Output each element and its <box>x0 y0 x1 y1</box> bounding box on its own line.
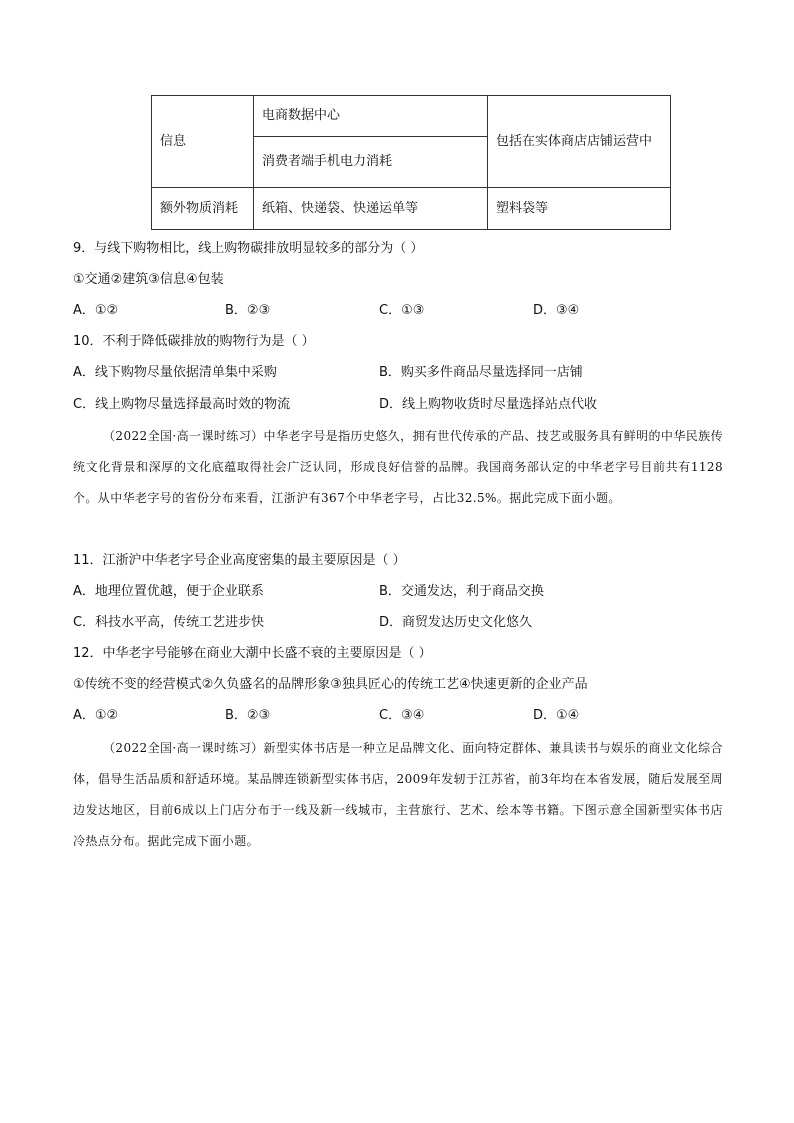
option-b[interactable]: B．购买多件商品尽量选择同一店铺 <box>379 365 583 380</box>
option-d[interactable]: D．线上购物收货时尽量选择站点代收 <box>379 397 598 412</box>
carbon-emission-table <box>151 95 671 230</box>
question-12-statements: ①传统不变的经营模式②久负盛名的品牌形象③独具匠心的传统工艺④快速更新的企业产品 <box>73 677 588 692</box>
question-11-stem: 11．江浙沪中华老字号企业高度密集的最主要原因是（ ） <box>73 553 406 568</box>
question-9-statements: ①交通②建筑③信息④包装 <box>73 272 224 287</box>
question-12-stem: 12．中华老字号能够在商业大潮中长盛不衰的主要原因是（ ） <box>73 646 432 661</box>
option-c[interactable]: C．科技水平高，传统工艺进步快 <box>73 615 265 630</box>
option-a[interactable]: A．①② <box>73 708 119 723</box>
question-10-stem: 10．不利于降低碳排放的购物行为是（ ） <box>73 334 315 349</box>
table-cell-offline-material: 塑料袋等 <box>488 188 671 230</box>
table-cell-data-center: 电商数据中心 <box>254 96 488 137</box>
table-cell-offline-info: 包括在实体商店店铺运营中 <box>488 96 671 188</box>
table-cell-phone-power: 消费者端手机电力消耗 <box>254 137 488 188</box>
option-a[interactable]: A．地理位置优越，便于企业联系 <box>73 584 264 599</box>
table-cell-online-material: 纸箱、快递袋、快递运单等 <box>254 188 488 230</box>
option-b[interactable]: B．②③ <box>225 303 271 318</box>
option-a[interactable]: A．①② <box>73 303 119 318</box>
option-d[interactable]: D．①④ <box>533 708 580 723</box>
passage-time-honored-brands: （2022全国·高一课时练习）中华老字号是指历史悠久，拥有世代传承的产品、技艺或服务具有鲜明的中华民族传统文化背景和深厚的文化底蕴取得社会广泛认同，形成良好信誉的品牌。我国商务部认定的中华老字号目前共有1128个。从中华老字号的省份分布来看，江浙沪有367个中华老字号，占比32.5%。据此完成下面小题。 <box>73 429 723 505</box>
option-c[interactable]: C．③④ <box>379 708 425 723</box>
question-9-stem: 9．与线下购物相比，线上购物碳排放明显较多的部分为（ ） <box>73 241 424 256</box>
option-d[interactable]: D．③④ <box>533 303 580 318</box>
passage-new-bookstores: （2022全国·高一课时练习）新型实体书店是一种立足品牌文化、面向特定群体、兼具读书与娱乐的商业文化综合体，倡导生活品质和舒适环境。某品牌连锁新型实体书店，2009年发轫于江苏省，前3年均在本省发展，随后发展至周边发达地区，目前6成以上门店分布于一线及新一线城市，主营旅行、艺术、绘本等书籍。下图示意全国新型实体书店冷热点分布。据此完成下面小题。 <box>73 741 723 848</box>
option-c[interactable]: C．线上购物尽量选择最高时效的物流 <box>73 397 291 412</box>
option-c[interactable]: C．①③ <box>379 303 425 318</box>
table-cell-category-info: 信息 <box>152 96 254 188</box>
table-cell-category-material: 额外物质消耗 <box>152 188 254 230</box>
option-d[interactable]: D．商贸发达历史文化悠久 <box>379 615 533 630</box>
option-a[interactable]: A．线下购物尽量依据清单集中采购 <box>73 365 277 380</box>
option-b[interactable]: B．交通发达，利于商品交换 <box>379 584 544 599</box>
option-b[interactable]: B．②③ <box>225 708 271 723</box>
